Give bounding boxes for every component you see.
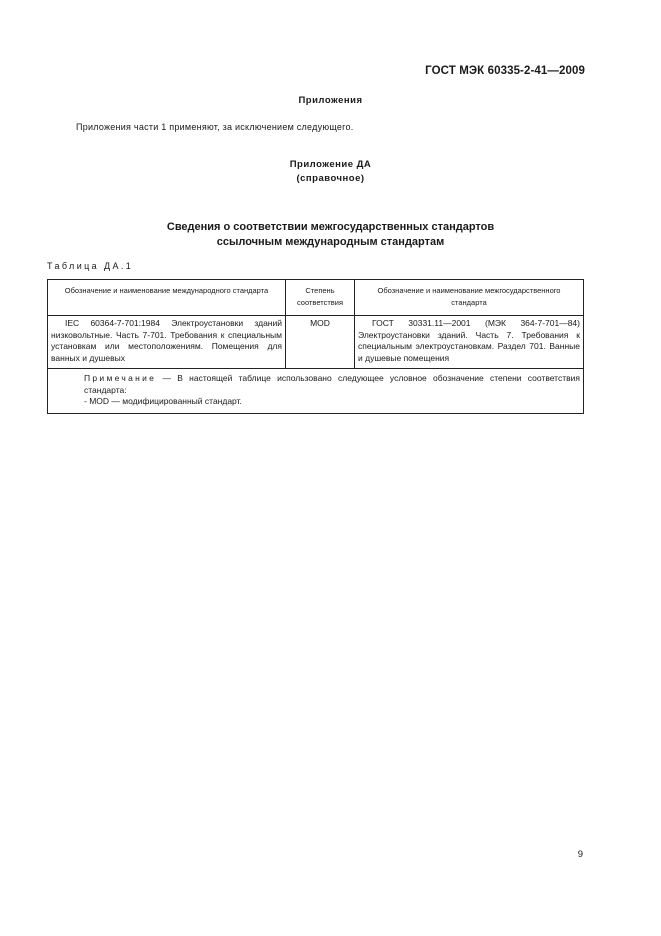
annex-heading	[0, 158, 661, 186]
table-label: Таблица ДА.1	[47, 261, 134, 271]
annex-title-line-2: ссылочным международным стандартам	[216, 236, 445, 248]
interstate-standard-text: ГОСТ 30331.11—2001 (МЭК 364-7-701—84) Электроустановки зданий. Часть 7. Требования к специальным электроустановкам. Раздел 701. Ванные и душевые помещения	[358, 318, 580, 363]
table-header-row	[48, 280, 584, 316]
cell-degree: MOD	[286, 316, 355, 369]
table-note	[48, 369, 584, 414]
header-international-standard: Обозначение и наименование международного стандарта	[48, 280, 286, 316]
annex-label: Приложение ДА	[289, 159, 372, 170]
note-text: — В настоящей таблице использовано следующее условное обозначение степени соответствия стандарта:	[84, 373, 580, 395]
correspondence-table	[47, 279, 584, 414]
annex-title	[0, 220, 661, 250]
note-prefix: Примечание	[84, 373, 157, 383]
correspondence-table-wrapper	[47, 279, 583, 414]
cell-interstate-standard	[355, 316, 584, 369]
international-standard-text: IEC 60364-7-701:1984 Электроустановки зданий низковольтные. Часть 7-701. Требования к специальным установкам или местоположениям. Помещения для ванных и душевых	[51, 318, 282, 363]
section-title: Приложения	[298, 95, 363, 106]
cell-international-standard	[48, 316, 286, 369]
annex-type: (справочное)	[296, 173, 365, 184]
note-item: - MOD — модифицированный стандарт.	[84, 396, 242, 406]
note-paragraph	[51, 373, 580, 396]
header-interstate-standard: Обозначение и наименование межгосударственного стандарта	[355, 280, 584, 316]
table-note-row	[48, 369, 584, 414]
annex-title-line-1: Сведения о соответствии межгосударственных стандартов	[166, 221, 495, 233]
document-standard-id: ГОСТ МЭК 60335-2-41—2009	[425, 65, 585, 77]
header-degree-of-correspondence: Степень соответствия	[286, 280, 355, 316]
table-row	[48, 316, 584, 369]
intro-paragraph: Приложения части 1 применяют, за исключением следующего.	[76, 122, 354, 132]
page-number: 9	[577, 849, 583, 860]
